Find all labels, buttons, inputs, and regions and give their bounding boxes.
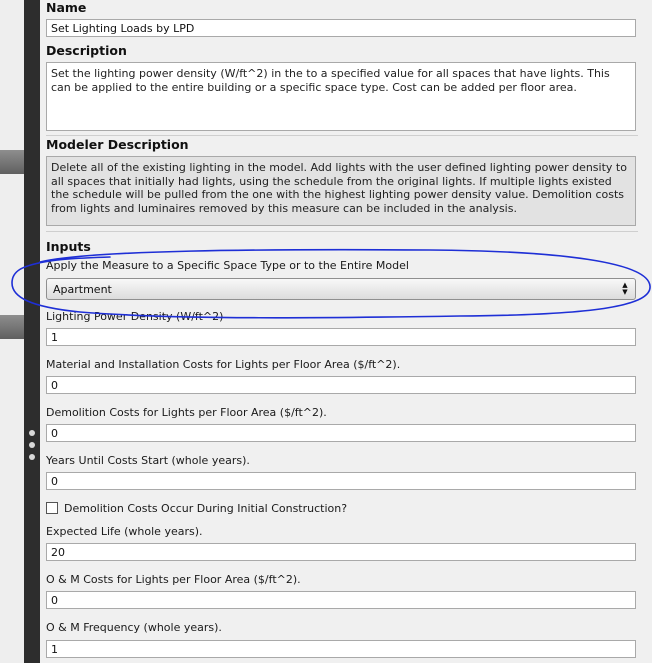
divider (46, 231, 638, 232)
description-field[interactable]: Set the lighting power density (W/ft^2) in the to a specified value for all spaces that have lights. This can be applied to the entire building or a specific space type. Cost can be added per floor area. (46, 62, 636, 131)
left-pane-item[interactable] (0, 315, 24, 339)
years-until-input[interactable]: 0 (46, 472, 636, 490)
om-cost-label: O & M Costs for Lights per Floor Area ($/ft^2). (46, 573, 301, 586)
measure-details-panel (40, 0, 652, 663)
space-type-select-value: Apartment (53, 283, 112, 296)
lpd-input[interactable]: 1 (46, 328, 636, 346)
name-heading: Name (46, 0, 87, 15)
updown-arrows-icon: ▲ ▼ (622, 281, 628, 296)
divider (46, 135, 638, 136)
space-type-label: Apply the Measure to a Specific Space Type or to the Entire Model (46, 259, 409, 272)
expected-life-input[interactable]: 20 (46, 543, 636, 561)
lpd-label: Lighting Power Density (W/ft^2) (46, 310, 224, 323)
material-cost-label: Material and Installation Costs for Lights per Floor Area ($/ft^2). (46, 358, 401, 371)
om-freq-label: O & M Frequency (whole years). (46, 621, 222, 634)
demo-cost-input[interactable]: 0 (46, 424, 636, 442)
modeler-description-heading: Modeler Description (46, 137, 189, 152)
pane-splitter[interactable] (24, 0, 40, 663)
splitter-grip-icon[interactable] (29, 430, 36, 466)
demo-cost-label: Demolition Costs for Lights per Floor Area ($/ft^2). (46, 406, 327, 419)
left-pane (0, 0, 24, 663)
demo-initial-label: Demolition Costs Occur During Initial Construction? (64, 502, 348, 515)
demo-initial-checkbox[interactable] (46, 502, 58, 514)
inputs-heading: Inputs (46, 239, 91, 254)
material-cost-input[interactable]: 0 (46, 376, 636, 394)
expected-life-label: Expected Life (whole years). (46, 525, 203, 538)
space-type-select[interactable] (46, 278, 636, 300)
name-field[interactable]: Set Lighting Loads by LPD (46, 19, 636, 37)
om-freq-input[interactable]: 1 (46, 640, 636, 658)
left-pane-item[interactable] (0, 150, 24, 174)
om-cost-input[interactable]: 0 (46, 591, 636, 609)
modeler-description-field: Delete all of the existing lighting in the model. Add lights with the user defined lighting power density to all spaces that initially had lights, using the schedule from the original lights. If multiple lights existed the schedule will be pulled from the one with the highest lighting power density value. Demolition costs from lights and luminaires removed by this measure can be included in the analysis. (46, 156, 636, 226)
description-heading: Description (46, 43, 127, 58)
years-until-label: Years Until Costs Start (whole years). (46, 454, 250, 467)
